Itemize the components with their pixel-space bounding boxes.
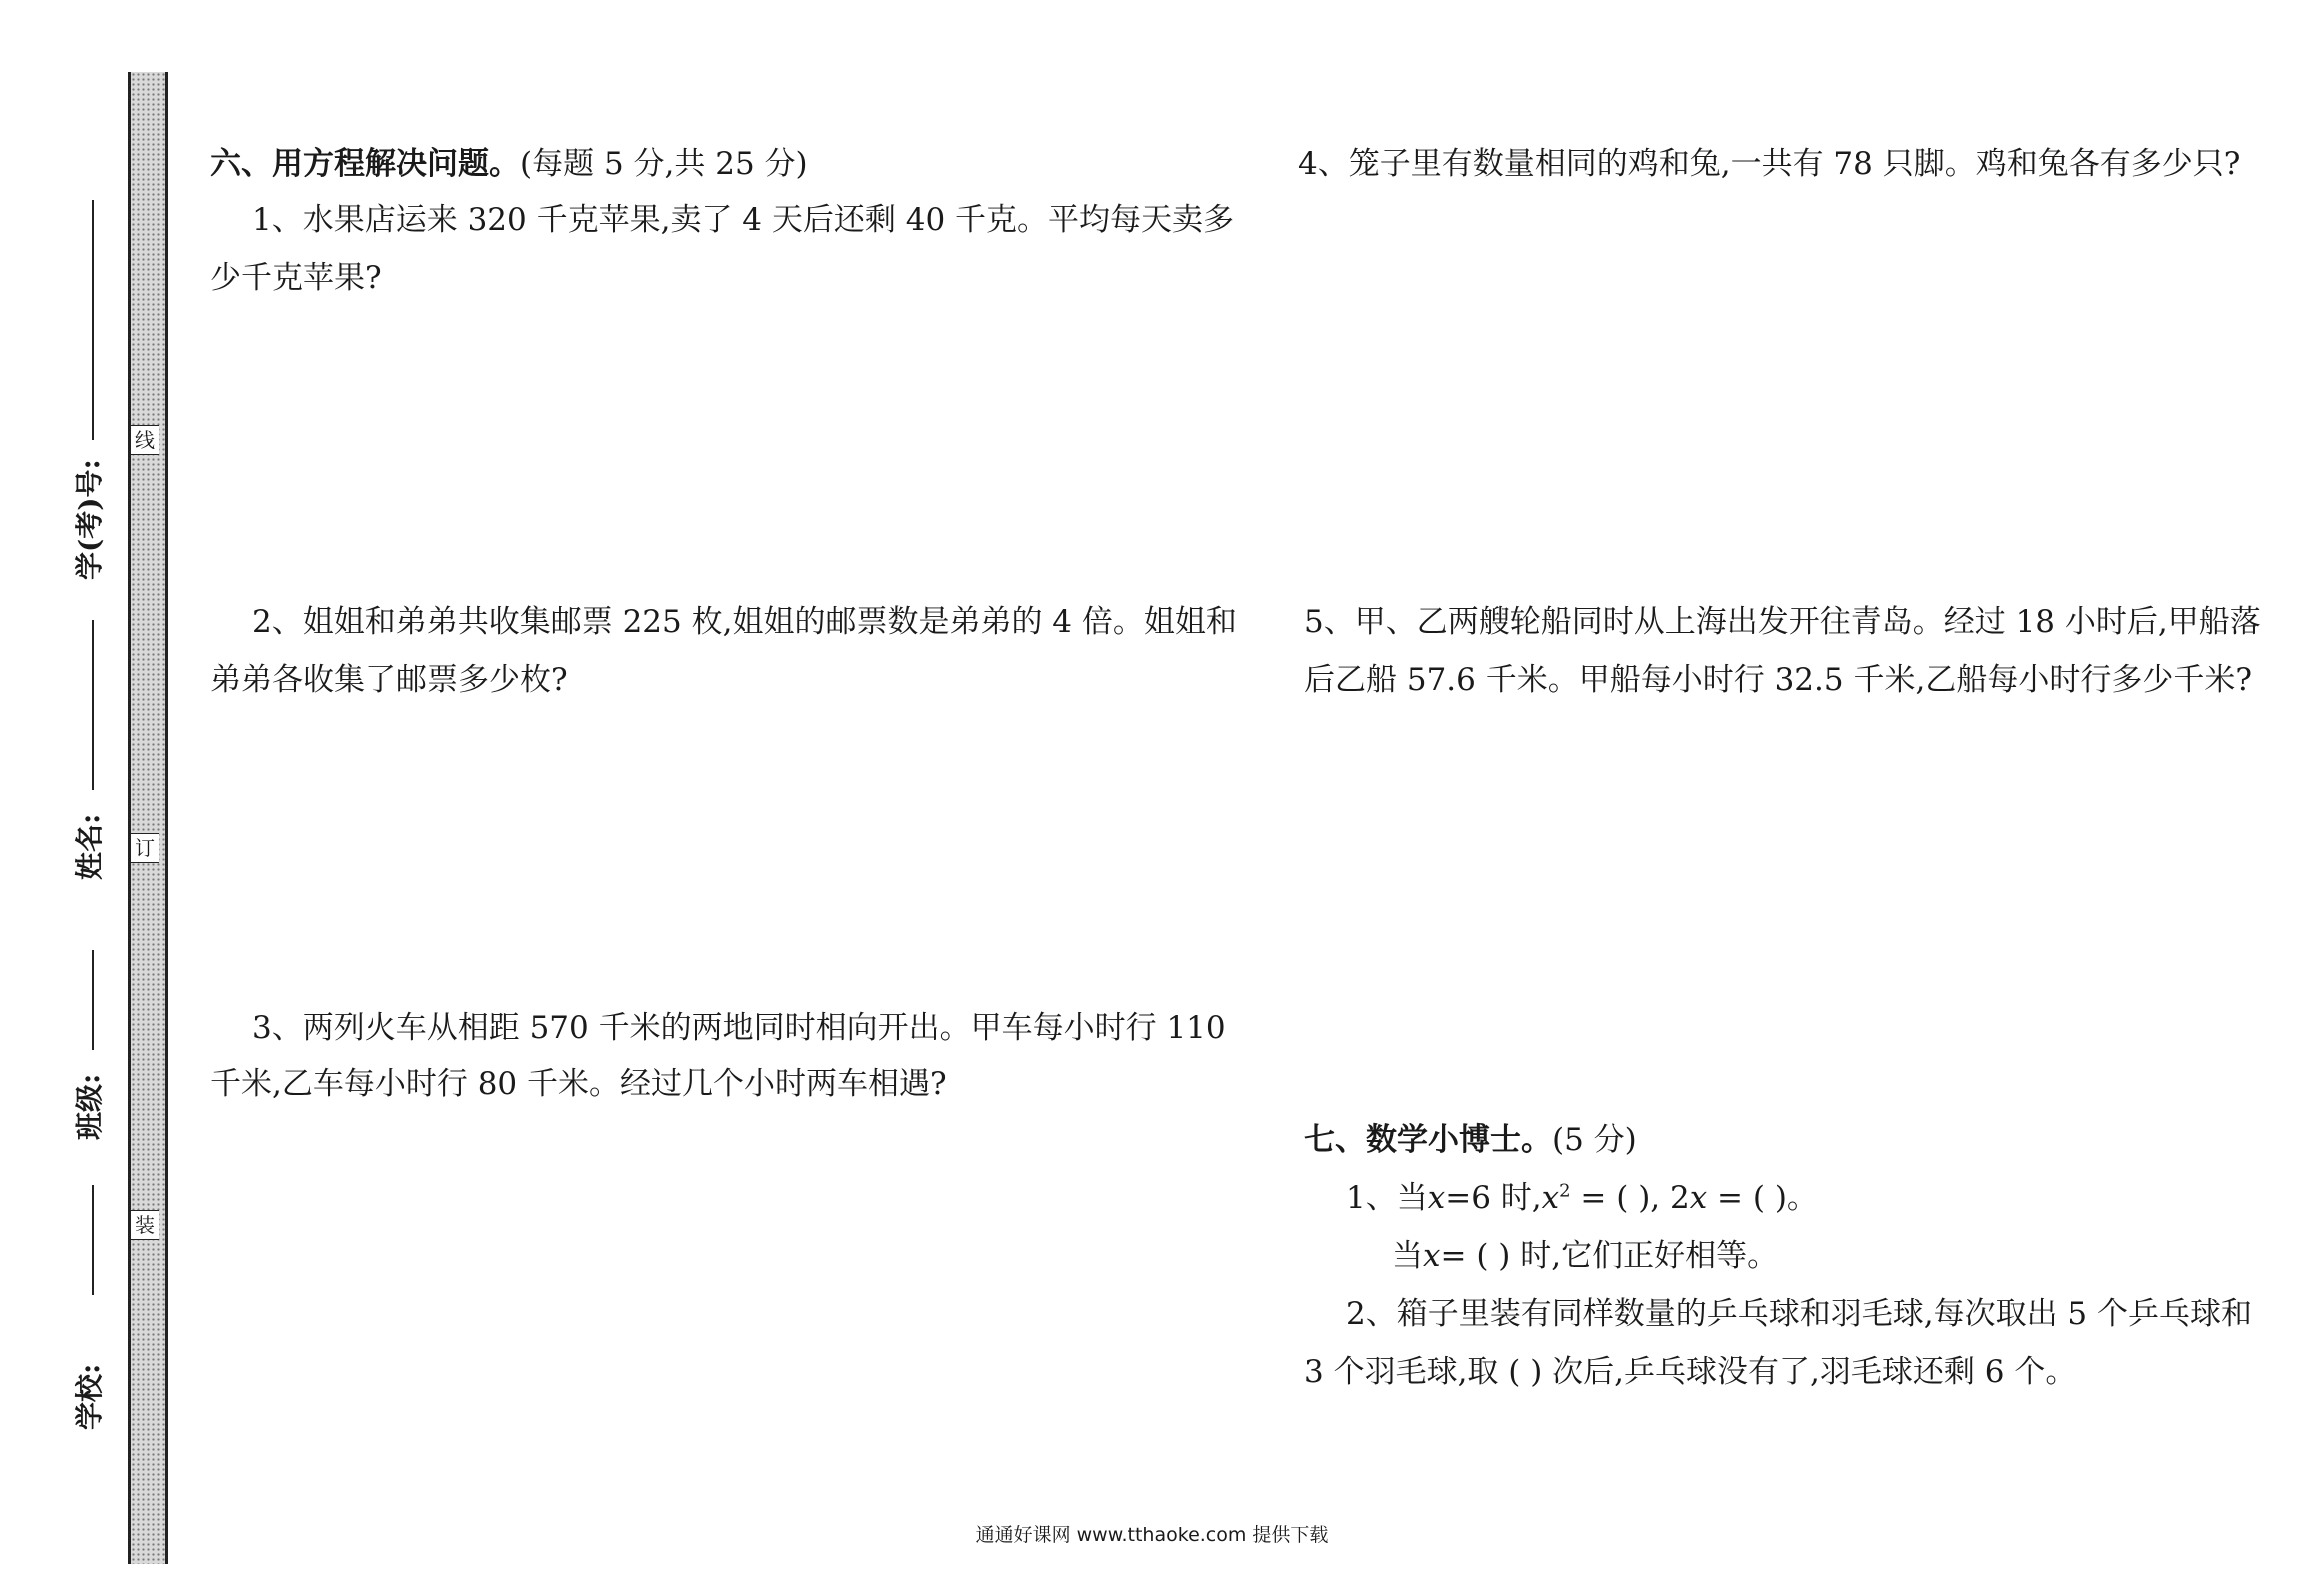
var-x: x <box>1423 1238 1441 1274</box>
question-2-line-2: 弟弟各收集了邮票多少枚? <box>210 662 568 698</box>
strip-label-ding: 订 <box>131 833 159 863</box>
binding-info-area <box>0 0 110 1595</box>
text: = ( )。 <box>1707 1180 1818 1216</box>
fill-line <box>92 620 94 790</box>
text: 当 <box>1392 1238 1423 1274</box>
strip-label-line: 线 <box>131 425 159 455</box>
question-3-line-2: 千米,乙车每小时行 80 千米。经过几个小时两车相遇? <box>210 1066 947 1102</box>
s7-question-2-line-2: 3 个羽毛球,取 ( ) 次后,乒乓球没有了,羽毛球还剩 6 个。 <box>1304 1354 2077 1390</box>
s7-question-1-line-2 <box>1392 1228 1778 1284</box>
question-5-line-1: 5、甲、乙两艘轮船同时从上海出发开往青岛。经过 18 小时后,甲船落 <box>1304 604 2261 640</box>
fill-line <box>92 200 94 440</box>
text: = ( ), 2 <box>1570 1180 1690 1216</box>
s7-question-1-line-1 <box>1346 1170 1818 1226</box>
name-label: 姓名: <box>73 813 106 880</box>
section-6-title: 六、用方程解决问题。 <box>210 146 520 182</box>
var-x: x <box>1541 1180 1560 1216</box>
question-4-line-1: 4、笼子里有数量相同的鸡和兔,一共有 78 只脚。鸡和兔各有多少只? <box>1298 146 2241 182</box>
school-label: 学校: <box>73 1363 106 1430</box>
fill-line <box>92 1185 94 1295</box>
question-1-line-2: 少千克苹果? <box>210 260 382 296</box>
var-x: x <box>1689 1180 1708 1216</box>
binding-strip <box>128 72 168 1564</box>
exponent: 2 <box>1559 1180 1571 1202</box>
text: = ( ) 时,它们正好相等。 <box>1440 1238 1779 1274</box>
strip-label-zhuang: 装 <box>131 1210 159 1240</box>
text: =6 时, <box>1445 1180 1542 1216</box>
section-7-title: 七、数学小博士。 <box>1304 1122 1552 1158</box>
section-6-score: (每题 5 分,共 25 分) <box>520 146 808 182</box>
section-7-heading <box>1304 1112 1637 1168</box>
fill-line <box>92 950 94 1050</box>
text: 1、当 <box>1346 1180 1428 1216</box>
student-id-label: 学(考)号: <box>73 459 106 580</box>
section-7-score: (5 分) <box>1552 1122 1637 1158</box>
question-1-line-1: 1、水果店运来 320 千克苹果,卖了 4 天后还剩 40 千克。平均每天卖多 <box>252 202 1235 238</box>
question-2-line-1: 2、姐姐和弟弟共收集邮票 225 枚,姐姐的邮票数是弟弟的 4 倍。姐姐和 <box>252 604 1237 640</box>
question-5-line-2: 后乙船 57.6 千米。甲船每小时行 32.5 千米,乙船每小时行多少千米? <box>1304 662 2252 698</box>
question-3-line-1: 3、两列火车从相距 570 千米的两地同时相向开出。甲车每小时行 110 <box>252 1010 1226 1046</box>
s7-question-2-line-1: 2、箱子里装有同样数量的乒乓球和羽毛球,每次取出 5 个乒乓球和 <box>1346 1296 2253 1332</box>
footer-credit: 通通好课网 www.tthaoke.com 提供下载 <box>975 1524 1329 1546</box>
var-x: x <box>1427 1180 1446 1216</box>
class-label: 班级: <box>73 1073 106 1140</box>
section-6-heading <box>210 136 808 192</box>
